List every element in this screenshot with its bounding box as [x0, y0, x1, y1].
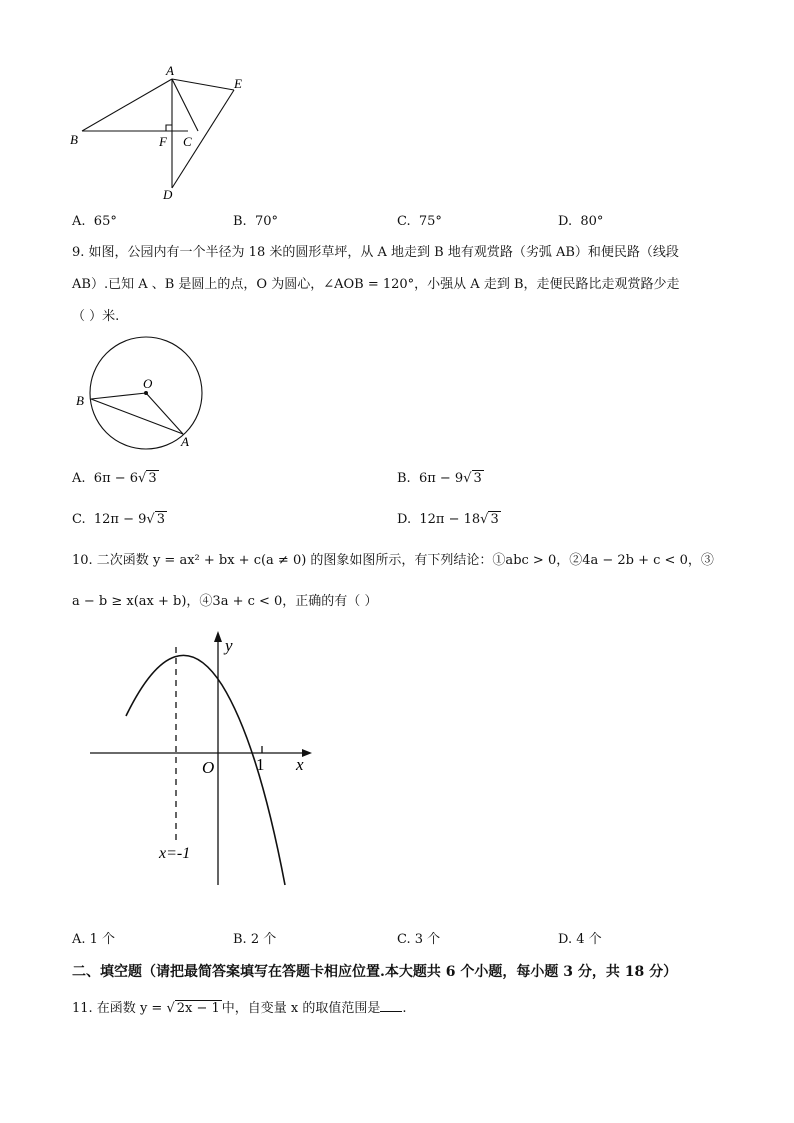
q10-option-b: B. 2 个	[233, 932, 277, 947]
label-B: B	[76, 393, 84, 408]
q9-text-line3: （ ）米.	[72, 309, 120, 324]
label-y: y	[225, 636, 233, 655]
label-x: x	[296, 755, 304, 774]
answer-blank[interactable]	[380, 999, 402, 1012]
q8-option-d: D. 80°	[558, 214, 604, 229]
q8-option-c: C. 75°	[397, 214, 442, 229]
label-O: O	[143, 376, 153, 391]
q9-option-d: D. 12π − 18√ 3	[397, 512, 499, 527]
label-E: E	[234, 76, 242, 91]
q9-option-c: C. 12π − 9√ 3	[72, 512, 165, 527]
q9-text-line2: AB）.已知 A 、B 是圆上的点，O 为圆心，∠AOB = 120°，小强从 A 走到 B，走便民路比走观赏路少走	[72, 277, 680, 292]
label-A: A	[181, 434, 189, 449]
label-one: 1	[256, 755, 265, 774]
q8-option-b: B. 70°	[233, 214, 278, 229]
label-C: C	[183, 134, 192, 149]
q10-option-a: A. 1 个	[72, 932, 116, 947]
section-heading: 二、填空题（请把最简答案填写在答题卡相应位置.本大题共 6 个小题，每小题 3 分，共 18 分）	[72, 964, 678, 980]
q10-text-line1: 10. 二次函数 y = ax² + bx + c(a ≠ 0) 的图象如图所示，有下列结论：①abc > 0，②4a − 2b + c < 0，③	[72, 553, 714, 568]
label-A: A	[166, 63, 174, 78]
label-B: B	[70, 132, 78, 147]
label-axis-of-symmetry: x=-1	[159, 845, 191, 862]
q10-option-c: C. 3 个	[397, 932, 441, 947]
q9-option-a: A. 6π − 6√ 3	[72, 471, 157, 486]
q10-option-d: D. 4 个	[558, 932, 602, 947]
q9-option-b: B. 6π − 9√ 3	[397, 471, 482, 486]
q10-parabola-figure	[80, 625, 330, 895]
q9-text-line1: 9. 如图，公园内有一个半径为 18 米的圆形草坪，从 A 地走到 B 地有观赏路（劣弧 AB）和便民路（线段	[72, 245, 679, 260]
q8-option-a: A. 65°	[72, 214, 117, 229]
label-D: D	[163, 187, 173, 202]
q11-radicand: 2x − 1	[176, 1001, 220, 1016]
label-O: O	[202, 758, 215, 777]
q11-text: 11. 在函数 y = √ 2x − 1 中，自变量 x 的取值范围是 .	[72, 1001, 407, 1016]
label-F: F	[159, 134, 167, 149]
q10-text-line2: a − b ≥ x(ax + b)，④3a + c < 0，正确的有（ ）	[72, 594, 378, 609]
q9-circle-figure	[70, 330, 210, 450]
q8-figure	[60, 60, 260, 210]
